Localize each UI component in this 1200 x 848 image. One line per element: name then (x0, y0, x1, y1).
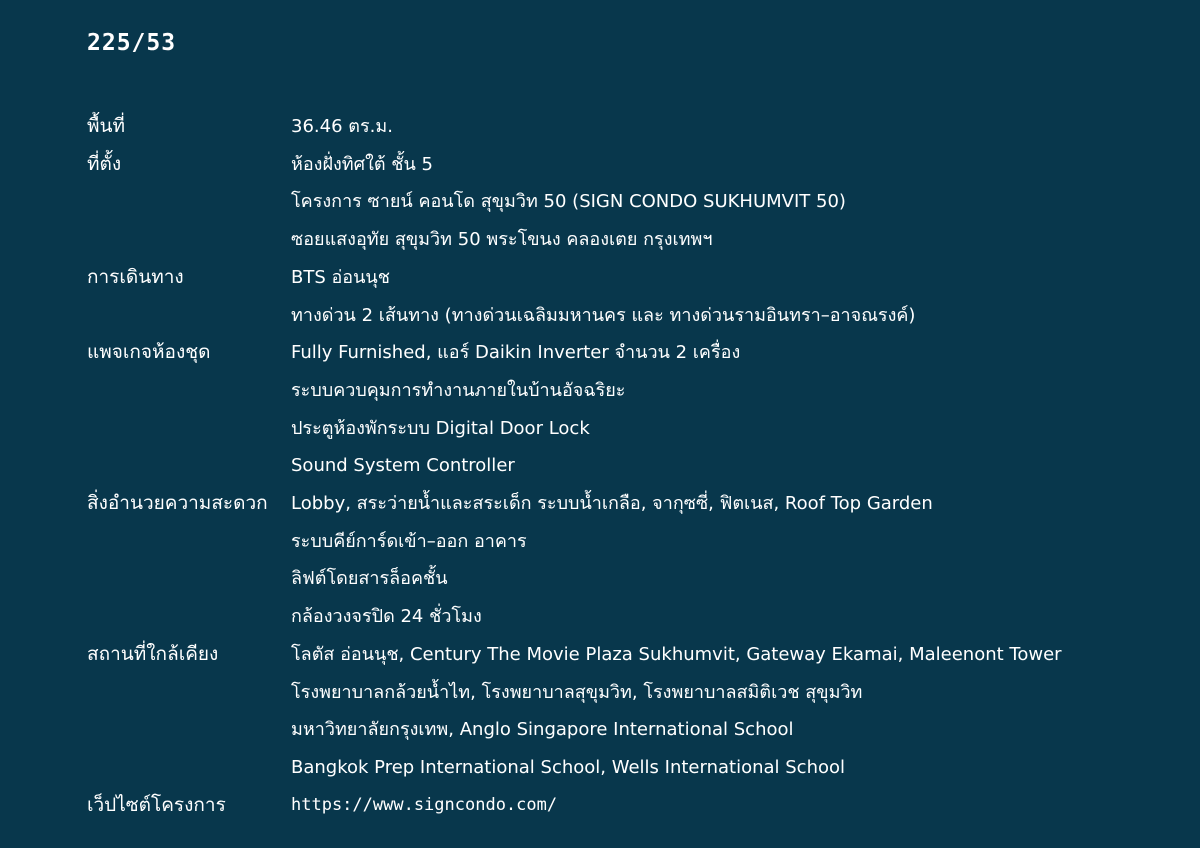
row-values (291, 787, 557, 825)
row-value: ประตูห้องพักระบบ Digital Door Lock (291, 417, 590, 439)
detail-row-package (87, 334, 1062, 485)
row-label: การเดินทาง (87, 265, 184, 288)
row-value: ห้องฝั่งทิศใต้ ชั้น 5 (291, 153, 433, 175)
row-value: โลตัส อ่อนนุช, Century The Movie Plaza Sukhumvit, Gateway Ekamai, Maleenont Tower (291, 643, 1062, 665)
row-value: ระบบคีย์การ์ดเข้า–ออก อาคาร (291, 530, 527, 552)
row-value: Sound System Controller (291, 455, 515, 477)
row-values (291, 259, 915, 334)
row-values (291, 485, 933, 636)
row-value: โครงการ ซายน์ คอนโด สุขุมวิท 50 (SIGN CONDO SUKHUMVIT 50) (291, 191, 846, 213)
row-label: พื้นที่ (87, 115, 126, 137)
row-label: สถานที่ใกล้เคียง (87, 642, 219, 665)
row-value: ลิฟต์โดยสารล็อคชั้น (291, 568, 448, 590)
row-value: ระบบควบคุมการทำงานภายในบ้านอัจฉริยะ (291, 379, 626, 401)
row-value: 36.46 ตร.ม. (291, 116, 393, 137)
row-label: เว็ปไซต์โครงการ (87, 793, 226, 816)
detail-row-area (87, 108, 1062, 146)
detail-row-facilities (87, 485, 1062, 636)
detail-row-nearby (87, 636, 1062, 787)
website-link[interactable]: https://www.signcondo.com/ (291, 794, 558, 815)
row-values (291, 108, 393, 146)
row-value: ซอยแสงอุทัย สุขุมวิท 50 พระโขนง คลองเตย กรุงเทพฯ (291, 229, 713, 251)
row-value: มหาวิทยาลัยกรุงเทพ, Anglo Singapore International School (291, 719, 794, 741)
row-label: ที่ตั้ง (87, 152, 122, 175)
row-values (291, 636, 1062, 787)
row-value: Fully Furnished, แอร์ Daikin Inverter จำนวน 2 เครื่อง (291, 342, 741, 364)
property-details (87, 108, 1062, 824)
detail-row-website (87, 787, 1062, 825)
row-value: โรงพยาบาลกล้วยน้ำไท, โรงพยาบาลสุขุมวิท, โรงพยาบาลสมิติเวช สุขุมวิท (291, 681, 863, 703)
row-label: แพจเกจห้องชุด (87, 341, 211, 364)
row-values (291, 146, 846, 259)
row-value: Bangkok Prep International School, Wells International School (291, 756, 846, 778)
row-values (291, 334, 740, 485)
row-value: กล้องวงจรปิด 24 ชั่วโมง (291, 606, 482, 628)
row-label: สิ่งอำนวยความสะดวก (87, 492, 268, 515)
row-value: ทางด่วน 2 เส้นทาง (ทางด่วนเฉลิมมหานคร และ ทางด่วนรามอินทรา–อาจณรงค์) (291, 304, 916, 326)
detail-row-location (87, 146, 1062, 259)
unit-number-title: 225/53 (87, 30, 177, 56)
row-value: Lobby, สระว่ายน้ำและสระเด็ก ระบบน้ำเกลือ, จากุซซี่, ฟิตเนส, Roof Top Garden (291, 493, 933, 515)
detail-row-transport (87, 259, 1062, 334)
row-value: BTS อ่อนนุช (291, 266, 390, 288)
